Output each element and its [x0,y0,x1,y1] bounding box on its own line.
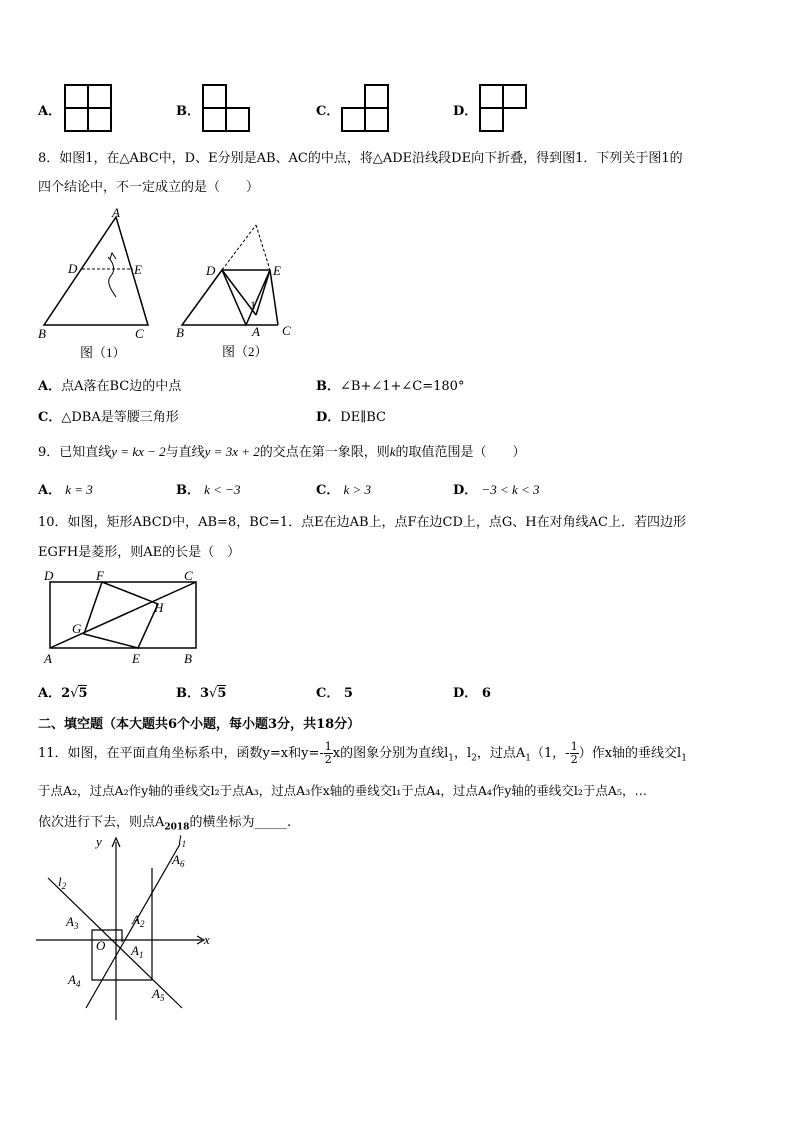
q11-stem-line1 [38,736,687,772]
q8-fig1-label-d: D [68,261,78,276]
q10-option-b-coef: 3 [200,686,210,701]
q11-fig-label-a6: $A_6$ [172,852,185,869]
q8-stem-line2: 四个结论中，不一定成立的是（ ） [38,180,260,195]
q9-option-c [316,479,371,498]
q10-label-a: A [44,651,52,666]
q10-option-c-label: C． [316,686,340,701]
q10-option-d-label: D． [453,686,478,701]
q11-fraction-2-num: 1 [570,740,578,753]
q7-option-a-label: A． [38,104,62,119]
q8-figure-1 [30,205,160,365]
q8-fig1-label-b: B [38,326,46,341]
q11-fig-label-a4: $A_4$ [68,972,81,989]
section-2-title: 二、填空题（本大题共6个小题，每小题3分，共18分） [38,717,361,732]
q9-stem-mid: 与直线 [165,445,205,460]
q10-option-b-label: B． [176,686,200,701]
q8-fig1-label-c: C [135,326,144,341]
q8-fig2-label-angle1: 1 [250,298,256,312]
q11-answer-blank[interactable]: _____ [254,815,287,830]
q11-line3-a: 依次进行下去，则点A [38,815,165,830]
q7-option-d-figure [479,84,529,132]
q8-option-b [316,375,464,394]
q10-stem-line1: 10．如图，矩形ABCD中，AB=8，BC=1．点E在边AB上，点F在边CD上，点G、H在对角线AC上．若四边形 [38,515,686,530]
q9-stem [38,441,526,460]
q9-option-b-text: k < −3 [204,482,241,497]
q9-line1-eq: y = kx − 2 [111,444,166,459]
q9-option-a-text: k = 3 [65,482,93,497]
q9-line2-eq: y = 3x + 2 [204,444,260,459]
q10-option-d [453,682,491,701]
q8-fig2-label-d: D [206,263,216,278]
q7-option-d-label: D． [453,104,478,119]
q11-fig-label-o: O [96,938,106,953]
q11-fraction-1-den: 2 [324,753,332,766]
q10-label-b: B [184,651,192,666]
q11-fraction-2-den: 2 [570,753,578,766]
q9-option-a-label: A． [38,483,62,498]
q10-label-f: F [96,568,104,583]
q11-sub-a1: 1 [525,753,532,764]
q9-option-d-text: −3 < k < 3 [481,482,540,497]
q8-figure-2 [170,215,300,365]
q8-option-c-label: C． [38,410,62,425]
q9-var-k: k [389,444,396,459]
q11-fraction-2 [570,741,579,766]
q10-option-c [316,682,353,701]
q8-option-d-text: DE∥BC [340,410,386,425]
q8-fig2-label-c: C [282,323,291,338]
q11-stem-line2: 于点A₂，过点A₂作y轴的垂线交l₂于点A₃，过点A₃作x轴的垂线交l₁于点A₄，过点A₄作y轴的垂线交l₂于点A₅，… [38,783,647,798]
q11-fig-label-y: y [96,834,102,849]
q11-fig-label-l1: $l_1$ [178,832,187,849]
q8-option-a [38,375,181,394]
q10-option-b-radicand: 5 [217,686,227,701]
q8-fig2-caption: 图（2） [222,344,268,359]
q10-option-a-label: A． [38,686,62,701]
q10-stem-line2: EGFH是菱形，则AE的长是（ ） [38,545,241,560]
q8-option-b-text: ∠B+∠1+∠C=180° [340,379,465,394]
q8-fig1-caption: 图（1） [80,345,126,360]
q11-fraction-1-num: 1 [324,740,332,753]
q8-option-c [38,406,179,425]
q10-option-c-text: 5 [343,686,353,701]
q8-option-d-label: D． [316,410,341,425]
q10-label-e: E [132,651,140,666]
q9-option-a [38,479,93,498]
q9-option-c-text: k > 3 [343,482,372,497]
q11-l1-f: （1，- [531,746,570,761]
q8-fig2-label-e: E [273,263,281,278]
q11-fig-label-a5: $A_5$ [152,986,165,1003]
q11-line3-c: . [286,815,292,830]
q11-line3-sub: 2018 [164,822,190,833]
q10-label-h: H [154,600,164,615]
q9-option-d [453,479,540,498]
q11-l1-e: ，过点A [476,746,526,761]
q11-fig-label-a2: $A_2$ [132,912,145,929]
q11-figure [34,830,218,1024]
q11-sub-l1: 1 [681,753,687,764]
q9-stem-pre: 9．已知直线 [38,445,112,460]
q7-option-b-figure [202,84,252,132]
q9-option-b-label: B． [176,483,200,498]
q10-option-a-coef: 2 [61,686,71,701]
q11-l1-c: 分别为直线l [379,746,449,761]
q8-fig2-label-a: A [252,324,260,339]
q11-fraction-1 [324,741,333,766]
q11-line3-b: 的横坐标为 [189,815,255,830]
q10-option-a-radicand: 5 [78,686,88,701]
q9-stem-post: 的交点在第一象限，则 [259,445,390,460]
q10-option-a: A．2√5 [38,686,88,701]
q7-option-a-figure [64,84,112,132]
q8-fig2-label-b: B [176,325,184,340]
q8-option-c-text: △DBA是等腰三角形 [61,410,179,425]
q8-option-d [316,406,386,425]
q11-sub2: 2 [471,753,477,764]
q9-option-d-label: D． [453,483,478,498]
q10-figure [38,564,208,672]
q11-sub1: 1 [448,753,454,764]
q8-option-a-text: 点A落在BC边的中点 [61,379,182,394]
q7-option-c-figure [341,84,391,132]
q8-option-a-label: A． [38,379,62,394]
q9-option-c-label: C． [316,483,340,498]
q7-option-b-label: B． [176,104,200,119]
q10-label-d: D [44,568,54,583]
q8-option-b-label: B． [316,379,340,394]
q11-fig-label-a1: $A_1$ [131,943,144,960]
q8-fig1-label-e: E [134,262,142,277]
q11-l1-d: ，l [454,746,472,761]
q10-option-b: B．3√5 [176,686,227,701]
q9-option-b [176,479,240,498]
q11-l1-b: x的图象 [332,746,380,761]
q10-label-g: G [72,621,82,636]
q8-fig1-label-a: A [112,205,120,220]
q11-fig-label-x: x [204,932,210,947]
q11-fig-label-a3: $A_3$ [66,914,79,931]
q11-l1-g: ）作x轴的垂线交l [578,746,682,761]
q10-label-c: C [184,568,193,583]
q11-fig-label-l2: $l_2$ [58,874,67,891]
q10-option-d-text: 6 [481,686,491,701]
q11-l1-a: 11．如图，在平面直角坐标系中，函数y=x和y=- [38,746,324,761]
q9-stem-post2: 的取值范围是（ ） [395,445,526,460]
q8-stem-line1: 8．如图1，在△ABC中，D、E分别是AB、AC的中点，将△ADE沿线段DE向下折叠，得到图1．下列关于图1的 [38,151,683,166]
q7-option-c-label: C． [316,104,340,119]
